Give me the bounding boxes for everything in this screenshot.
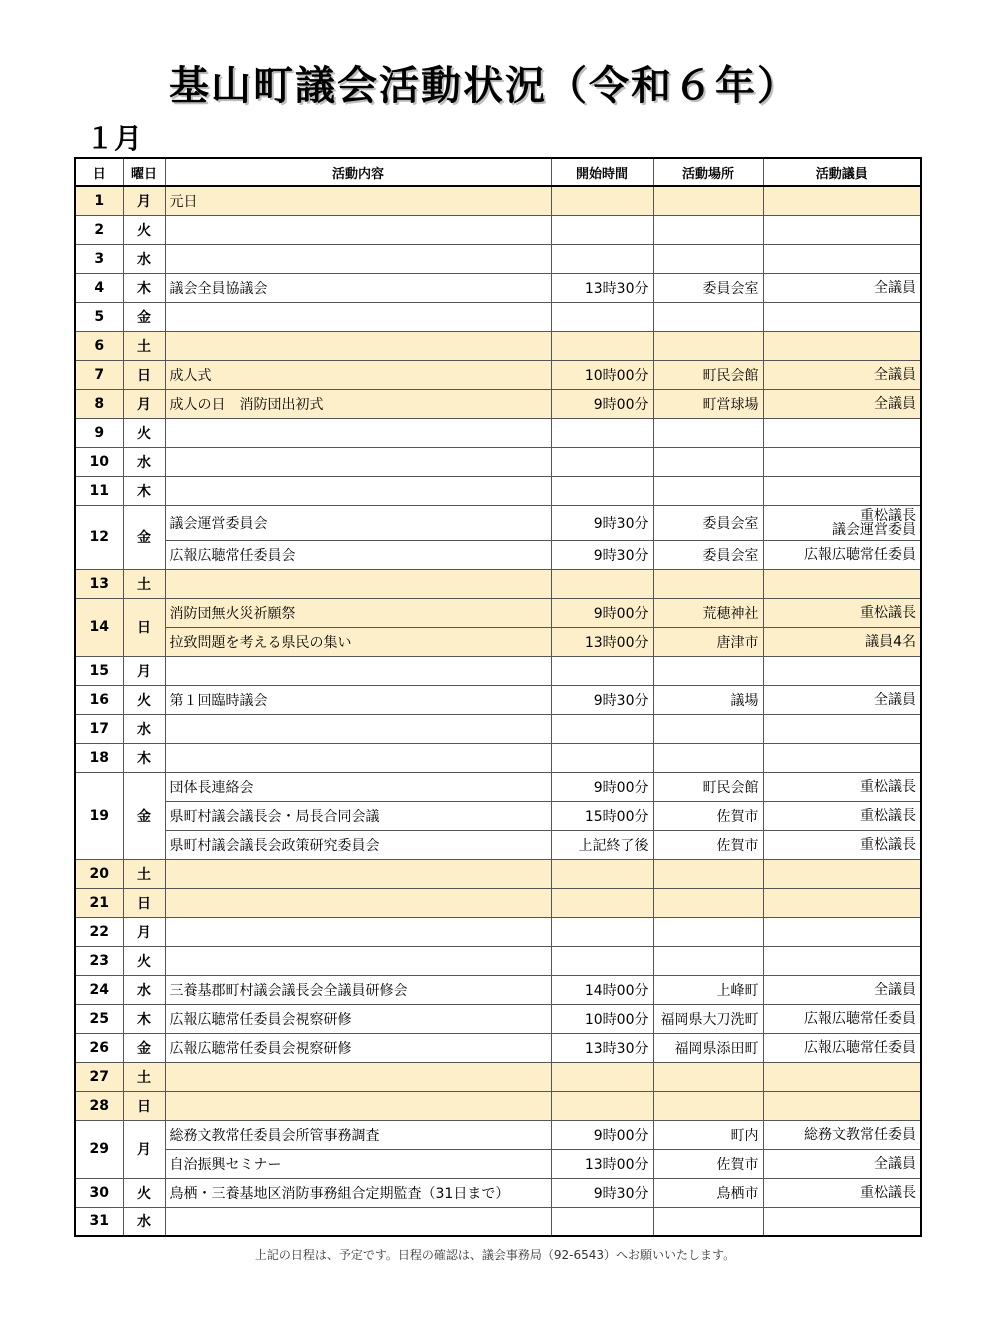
cell-weekday: 火 bbox=[123, 215, 165, 244]
cell-members bbox=[763, 331, 921, 360]
cell-place bbox=[653, 186, 763, 215]
cell-activity: 成人式 bbox=[165, 360, 551, 389]
cell-activity: 拉致問題を考える県民の集い bbox=[165, 627, 551, 656]
cell-activity: 広報広聴常任委員会 bbox=[165, 540, 551, 569]
cell-members bbox=[763, 859, 921, 888]
cell-activity: 広報広聴常任委員会視察研修 bbox=[165, 1033, 551, 1062]
cell-place: 荒穂神社 bbox=[653, 598, 763, 627]
cell-members: 全議員 bbox=[763, 975, 921, 1004]
cell-place: 鳥栖市 bbox=[653, 1178, 763, 1207]
members-line: 重松議長 bbox=[860, 507, 916, 524]
cell-time: 9時30分 bbox=[551, 1178, 653, 1207]
cell-activity bbox=[165, 418, 551, 447]
cell-time: 13時30分 bbox=[551, 273, 653, 302]
cell-members: 重松議長 bbox=[763, 830, 921, 859]
table-row bbox=[75, 830, 921, 859]
cell-place: 町内 bbox=[653, 1120, 763, 1149]
cell-weekday: 日 bbox=[123, 598, 165, 656]
header-place: 活動場所 bbox=[653, 158, 763, 186]
cell-weekday: 土 bbox=[123, 859, 165, 888]
cell-activity: 鳥栖・三養基地区消防事務組合定期監査（31日まで） bbox=[165, 1178, 551, 1207]
cell-weekday: 月 bbox=[123, 1120, 165, 1178]
cell-day: 25 bbox=[75, 1004, 123, 1033]
cell-time: 9時30分 bbox=[551, 540, 653, 569]
cell-activity: 議会運営委員会 bbox=[165, 505, 551, 540]
header-row bbox=[75, 158, 921, 186]
cell-place: 福岡県添田町 bbox=[653, 1033, 763, 1062]
cell-members bbox=[763, 1062, 921, 1091]
schedule-table bbox=[74, 157, 922, 1237]
cell-members: 重松議長 bbox=[763, 1178, 921, 1207]
cell-place: 佐賀市 bbox=[653, 830, 763, 859]
table-row bbox=[75, 656, 921, 685]
cell-day: 27 bbox=[75, 1062, 123, 1091]
table-row bbox=[75, 946, 921, 975]
table-row bbox=[75, 215, 921, 244]
cell-place: 町営球場 bbox=[653, 389, 763, 418]
cell-time bbox=[551, 714, 653, 743]
cell-members bbox=[763, 1207, 921, 1236]
table-row bbox=[75, 1120, 921, 1149]
cell-members bbox=[763, 714, 921, 743]
cell-day: 2 bbox=[75, 215, 123, 244]
cell-day: 6 bbox=[75, 331, 123, 360]
cell-day: 7 bbox=[75, 360, 123, 389]
cell-time bbox=[551, 244, 653, 273]
cell-time: 9時00分 bbox=[551, 389, 653, 418]
cell-place bbox=[653, 917, 763, 946]
table-row bbox=[75, 389, 921, 418]
table-row bbox=[75, 1004, 921, 1033]
cell-weekday: 木 bbox=[123, 273, 165, 302]
cell-members bbox=[763, 215, 921, 244]
cell-time: 9時00分 bbox=[551, 772, 653, 801]
cell-weekday: 日 bbox=[123, 1091, 165, 1120]
table-row bbox=[75, 302, 921, 331]
cell-weekday: 日 bbox=[123, 888, 165, 917]
cell-activity bbox=[165, 1207, 551, 1236]
table-row bbox=[75, 569, 921, 598]
cell-day: 18 bbox=[75, 743, 123, 772]
cell-members: 広報広聴常任委員 bbox=[763, 1004, 921, 1033]
cell-members: 全議員 bbox=[763, 389, 921, 418]
cell-weekday: 月 bbox=[123, 186, 165, 215]
schedule-body bbox=[75, 186, 921, 1236]
cell-place bbox=[653, 244, 763, 273]
table-row bbox=[75, 273, 921, 302]
cell-time bbox=[551, 946, 653, 975]
cell-members: 重松議長 bbox=[763, 801, 921, 830]
table-row bbox=[75, 859, 921, 888]
cell-weekday: 月 bbox=[123, 389, 165, 418]
cell-day: 22 bbox=[75, 917, 123, 946]
cell-activity bbox=[165, 1062, 551, 1091]
cell-weekday: 水 bbox=[123, 1207, 165, 1236]
cell-activity: 県町村議会議長会政策研究委員会 bbox=[165, 830, 551, 859]
cell-activity: 団体長連絡会 bbox=[165, 772, 551, 801]
cell-activity: 三養基郡町村議会議長会全議員研修会 bbox=[165, 975, 551, 1004]
cell-time bbox=[551, 331, 653, 360]
cell-activity: 自治振興セミナー bbox=[165, 1149, 551, 1178]
table-row bbox=[75, 418, 921, 447]
cell-activity: 消防団無火災祈願祭 bbox=[165, 598, 551, 627]
table-row bbox=[75, 917, 921, 946]
cell-members bbox=[763, 505, 921, 540]
cell-day: 30 bbox=[75, 1178, 123, 1207]
cell-time: 9時30分 bbox=[551, 505, 653, 540]
cell-activity: 元日 bbox=[165, 186, 551, 215]
cell-day: 15 bbox=[75, 656, 123, 685]
cell-members bbox=[763, 743, 921, 772]
table-row bbox=[75, 1207, 921, 1236]
footer-note: 上記の日程は、予定です。日程の確認は、議会事務局（92-6543）へお願いいたします。 bbox=[254, 1248, 736, 1262]
table-row bbox=[75, 743, 921, 772]
cell-day: 9 bbox=[75, 418, 123, 447]
cell-day: 31 bbox=[75, 1207, 123, 1236]
cell-day: 21 bbox=[75, 888, 123, 917]
cell-members bbox=[763, 244, 921, 273]
cell-activity bbox=[165, 215, 551, 244]
cell-members: 広報広聴常任委員 bbox=[763, 540, 921, 569]
cell-weekday: 月 bbox=[123, 656, 165, 685]
table-row bbox=[75, 447, 921, 476]
cell-time: 15時00分 bbox=[551, 801, 653, 830]
cell-day: 16 bbox=[75, 685, 123, 714]
cell-activity bbox=[165, 476, 551, 505]
cell-day: 12 bbox=[75, 505, 123, 569]
cell-activity bbox=[165, 331, 551, 360]
table-row bbox=[75, 505, 921, 540]
cell-weekday: 金 bbox=[123, 302, 165, 331]
cell-members bbox=[763, 418, 921, 447]
table-row bbox=[75, 598, 921, 627]
cell-weekday: 金 bbox=[123, 772, 165, 859]
cell-place bbox=[653, 1062, 763, 1091]
cell-weekday: 火 bbox=[123, 418, 165, 447]
cell-activity bbox=[165, 888, 551, 917]
cell-place bbox=[653, 302, 763, 331]
cell-members bbox=[763, 186, 921, 215]
table-row bbox=[75, 888, 921, 917]
cell-day: 11 bbox=[75, 476, 123, 505]
cell-weekday: 水 bbox=[123, 714, 165, 743]
cell-weekday: 土 bbox=[123, 1062, 165, 1091]
cell-time bbox=[551, 302, 653, 331]
cell-activity bbox=[165, 743, 551, 772]
cell-time bbox=[551, 656, 653, 685]
cell-members: 重松議長 bbox=[763, 598, 921, 627]
cell-place bbox=[653, 859, 763, 888]
cell-weekday: 水 bbox=[123, 447, 165, 476]
cell-place: 唐津市 bbox=[653, 627, 763, 656]
cell-place: 福岡県大刀洗町 bbox=[653, 1004, 763, 1033]
cell-weekday: 水 bbox=[123, 975, 165, 1004]
cell-day: 3 bbox=[75, 244, 123, 273]
header-day: 日 bbox=[75, 158, 123, 186]
table-row bbox=[75, 714, 921, 743]
cell-members: 議員4名 bbox=[763, 627, 921, 656]
cell-time: 10時00分 bbox=[551, 360, 653, 389]
cell-activity: 議会全員協議会 bbox=[165, 273, 551, 302]
cell-weekday: 木 bbox=[123, 743, 165, 772]
cell-members: 全議員 bbox=[763, 273, 921, 302]
cell-place: 佐賀市 bbox=[653, 1149, 763, 1178]
cell-day: 13 bbox=[75, 569, 123, 598]
cell-time: 9時00分 bbox=[551, 598, 653, 627]
header-members: 活動議員 bbox=[763, 158, 921, 186]
cell-time: 13時30分 bbox=[551, 1033, 653, 1062]
cell-weekday: 土 bbox=[123, 331, 165, 360]
cell-activity bbox=[165, 244, 551, 273]
cell-members bbox=[763, 946, 921, 975]
table-row bbox=[75, 540, 921, 569]
cell-time bbox=[551, 418, 653, 447]
cell-activity bbox=[165, 1091, 551, 1120]
cell-place: 委員会室 bbox=[653, 505, 763, 540]
cell-day: 4 bbox=[75, 273, 123, 302]
cell-day: 8 bbox=[75, 389, 123, 418]
cell-members: 広報広聴常任委員 bbox=[763, 1033, 921, 1062]
cell-members bbox=[763, 569, 921, 598]
table-row bbox=[75, 685, 921, 714]
cell-weekday: 金 bbox=[123, 505, 165, 569]
cell-weekday: 土 bbox=[123, 569, 165, 598]
cell-time bbox=[551, 1062, 653, 1091]
cell-place bbox=[653, 946, 763, 975]
cell-members bbox=[763, 302, 921, 331]
cell-place bbox=[653, 656, 763, 685]
cell-place bbox=[653, 418, 763, 447]
members-line: 議会運営委員 bbox=[832, 521, 916, 538]
cell-weekday: 火 bbox=[123, 1178, 165, 1207]
table-row bbox=[75, 331, 921, 360]
cell-day: 28 bbox=[75, 1091, 123, 1120]
cell-time bbox=[551, 1091, 653, 1120]
cell-day: 29 bbox=[75, 1120, 123, 1178]
cell-activity bbox=[165, 946, 551, 975]
cell-day: 17 bbox=[75, 714, 123, 743]
cell-weekday: 金 bbox=[123, 1033, 165, 1062]
cell-activity bbox=[165, 917, 551, 946]
month-label: １月 bbox=[86, 122, 143, 155]
cell-time bbox=[551, 186, 653, 215]
cell-place bbox=[653, 1207, 763, 1236]
cell-activity bbox=[165, 656, 551, 685]
cell-day: 10 bbox=[75, 447, 123, 476]
cell-time bbox=[551, 917, 653, 946]
cell-members bbox=[763, 447, 921, 476]
cell-members: 重松議長 bbox=[763, 772, 921, 801]
cell-day: 19 bbox=[75, 772, 123, 859]
cell-weekday: 月 bbox=[123, 917, 165, 946]
cell-weekday: 火 bbox=[123, 946, 165, 975]
cell-time bbox=[551, 859, 653, 888]
cell-day: 14 bbox=[75, 598, 123, 656]
cell-day: 24 bbox=[75, 975, 123, 1004]
table-row bbox=[75, 244, 921, 273]
cell-members bbox=[763, 1091, 921, 1120]
cell-time bbox=[551, 1207, 653, 1236]
cell-members bbox=[763, 476, 921, 505]
table-row bbox=[75, 1091, 921, 1120]
header-weekday: 曜日 bbox=[123, 158, 165, 186]
cell-members bbox=[763, 917, 921, 946]
cell-time bbox=[551, 215, 653, 244]
cell-place: 上峰町 bbox=[653, 975, 763, 1004]
cell-place: 委員会室 bbox=[653, 540, 763, 569]
cell-activity bbox=[165, 714, 551, 743]
cell-activity: 第１回臨時議会 bbox=[165, 685, 551, 714]
cell-place bbox=[653, 743, 763, 772]
table-row bbox=[75, 1149, 921, 1178]
cell-place: 町民会館 bbox=[653, 772, 763, 801]
cell-time: 14時00分 bbox=[551, 975, 653, 1004]
cell-place bbox=[653, 888, 763, 917]
cell-place bbox=[653, 1091, 763, 1120]
cell-time bbox=[551, 476, 653, 505]
page-title: 基山町議会活動状況（令和６年） bbox=[169, 63, 799, 109]
cell-weekday: 木 bbox=[123, 476, 165, 505]
cell-activity bbox=[165, 447, 551, 476]
cell-place bbox=[653, 714, 763, 743]
cell-day: 20 bbox=[75, 859, 123, 888]
cell-time bbox=[551, 743, 653, 772]
table-row bbox=[75, 801, 921, 830]
cell-time bbox=[551, 569, 653, 598]
cell-place: 委員会室 bbox=[653, 273, 763, 302]
cell-weekday: 火 bbox=[123, 685, 165, 714]
cell-activity bbox=[165, 859, 551, 888]
cell-weekday: 木 bbox=[123, 1004, 165, 1033]
cell-activity: 成人の日 消防団出初式 bbox=[165, 389, 551, 418]
cell-place bbox=[653, 447, 763, 476]
cell-activity: 県町村議会議長会・局長合同会議 bbox=[165, 801, 551, 830]
table-row bbox=[75, 476, 921, 505]
table-row bbox=[75, 360, 921, 389]
cell-activity bbox=[165, 569, 551, 598]
cell-place: 佐賀市 bbox=[653, 801, 763, 830]
table-row bbox=[75, 1178, 921, 1207]
cell-members bbox=[763, 888, 921, 917]
cell-time: 13時00分 bbox=[551, 627, 653, 656]
cell-time: 13時00分 bbox=[551, 1149, 653, 1178]
header-activity: 活動内容 bbox=[165, 158, 551, 186]
cell-time: 9時30分 bbox=[551, 685, 653, 714]
cell-time: 10時00分 bbox=[551, 1004, 653, 1033]
table-row bbox=[75, 627, 921, 656]
cell-place bbox=[653, 569, 763, 598]
table-row bbox=[75, 1033, 921, 1062]
cell-activity: 総務文教常任委員会所管事務調査 bbox=[165, 1120, 551, 1149]
cell-time bbox=[551, 447, 653, 476]
cell-day: 5 bbox=[75, 302, 123, 331]
cell-day: 26 bbox=[75, 1033, 123, 1062]
cell-members bbox=[763, 656, 921, 685]
cell-weekday: 日 bbox=[123, 360, 165, 389]
cell-activity: 広報広聴常任委員会視察研修 bbox=[165, 1004, 551, 1033]
cell-members: 全議員 bbox=[763, 1149, 921, 1178]
table-row bbox=[75, 772, 921, 801]
cell-time: 9時00分 bbox=[551, 1120, 653, 1149]
table-row bbox=[75, 975, 921, 1004]
cell-day: 1 bbox=[75, 186, 123, 215]
cell-place bbox=[653, 476, 763, 505]
cell-activity bbox=[165, 302, 551, 331]
cell-day: 23 bbox=[75, 946, 123, 975]
cell-time: 上記終了後 bbox=[551, 830, 653, 859]
cell-time bbox=[551, 888, 653, 917]
header-time: 開始時間 bbox=[551, 158, 653, 186]
table-row bbox=[75, 1062, 921, 1091]
cell-members: 総務文教常任委員 bbox=[763, 1120, 921, 1149]
cell-members: 全議員 bbox=[763, 685, 921, 714]
cell-members: 全議員 bbox=[763, 360, 921, 389]
cell-place bbox=[653, 331, 763, 360]
cell-place: 町民会館 bbox=[653, 360, 763, 389]
cell-place bbox=[653, 215, 763, 244]
cell-weekday: 水 bbox=[123, 244, 165, 273]
cell-place: 議場 bbox=[653, 685, 763, 714]
table-row bbox=[75, 186, 921, 215]
